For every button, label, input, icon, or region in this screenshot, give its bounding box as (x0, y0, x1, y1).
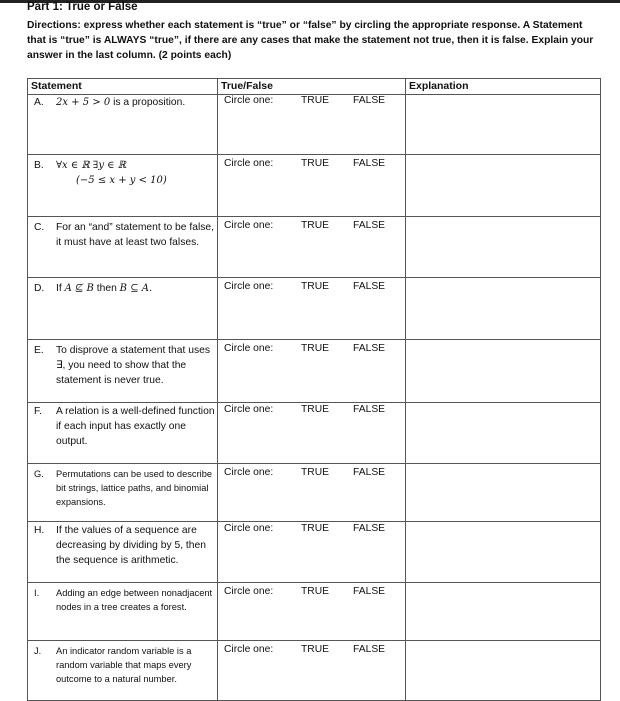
explanation-cell[interactable] (406, 641, 601, 701)
statement-cell (28, 522, 218, 583)
table-row (28, 583, 601, 641)
false-option[interactable]: FALSE (353, 467, 386, 478)
circle-one-label: Circle one: (224, 404, 274, 415)
explanation-cell[interactable] (406, 340, 601, 403)
true-false-table (27, 78, 601, 701)
statement-letter: F. (34, 406, 43, 417)
circle-one-label: Circle one: (224, 467, 274, 478)
table-row (28, 95, 601, 155)
explanation-cell[interactable] (406, 583, 601, 641)
statement-cell (28, 403, 218, 464)
statement-text: is a proposition. (110, 97, 186, 108)
false-option[interactable]: FALSE (353, 281, 386, 292)
part-title: Part 1: True or False (27, 1, 138, 13)
true-option[interactable]: TRUE (301, 343, 330, 354)
true-option[interactable]: TRUE (301, 281, 330, 292)
table-row (28, 217, 601, 278)
true-false-cell (218, 155, 406, 217)
false-option[interactable]: FALSE (353, 644, 386, 655)
true-option[interactable]: TRUE (301, 404, 330, 415)
circle-one-label: Circle one: (224, 95, 274, 106)
statement-math: 2x + 5 > 0 (56, 97, 111, 108)
true-false-cell (218, 278, 406, 340)
explanation-cell[interactable] (406, 95, 601, 155)
circle-one-label: Circle one: (224, 644, 274, 655)
circle-one-label: Circle one: (224, 220, 274, 231)
statement-cell (28, 217, 218, 278)
true-false-cell (218, 522, 406, 583)
statement-letter: E. (34, 345, 44, 356)
table-row (28, 641, 601, 701)
true-option[interactable]: TRUE (301, 95, 330, 106)
explanation-cell[interactable] (406, 155, 601, 217)
table-row (28, 464, 601, 522)
explanation-cell[interactable] (406, 278, 601, 340)
circle-one-label: Circle one: (224, 343, 274, 354)
explanation-cell[interactable] (406, 217, 601, 278)
table-row (28, 278, 601, 340)
true-option[interactable]: TRUE (301, 586, 330, 597)
directions-text: Directions: express whether each statement is “true” or “false” by circling the appropriate response. A Statement that is “true” is ALWAYS “true”, if there are any cases that make the statement not true, then it is false. Explain your answer in the last column. (2 points each) (27, 20, 594, 61)
statement-letter: I. (34, 588, 40, 598)
statement-cell (28, 155, 218, 217)
statement-text: If the values of a sequence are decreasing by dividing by 5, then the sequence is arithmetic. (56, 525, 206, 566)
statement-math: ∀x ∈ ℝ ∃y ∈ ℝ (56, 160, 127, 171)
circle-one-label: Circle one: (224, 281, 274, 292)
false-option[interactable]: FALSE (353, 343, 386, 354)
statement-letter: D. (34, 283, 45, 294)
true-option[interactable]: TRUE (301, 523, 330, 534)
statement-cell (28, 95, 218, 155)
statement-letter: B. (34, 160, 44, 171)
col-header-statement: Statement (28, 79, 218, 95)
explanation-cell[interactable] (406, 403, 601, 464)
true-false-cell (218, 403, 406, 464)
statement-text: If (56, 283, 65, 294)
statement-letter: H. (34, 525, 45, 536)
circle-one-label: Circle one: (224, 586, 274, 597)
statement-text: Adding an edge between nonadjacent nodes in a tree creates a forest. (56, 588, 213, 612)
statement-cell (28, 464, 218, 522)
col-header-true-false: True/False (218, 79, 406, 95)
header-row (28, 79, 601, 95)
statement-math-2: B ⊆ A. (119, 283, 153, 294)
true-option[interactable]: TRUE (301, 644, 330, 655)
true-false-cell (218, 340, 406, 403)
statement-letter: A. (34, 97, 44, 108)
explanation-cell[interactable] (406, 522, 601, 583)
statement-text: An indicator random variable is a random variable that maps every outcome to a natural number. (56, 646, 192, 684)
true-option[interactable]: TRUE (301, 220, 330, 231)
statement-cell (28, 278, 218, 340)
statement-letter: J. (34, 646, 42, 656)
statement-letter: C. (34, 222, 45, 233)
true-false-cell (218, 641, 406, 701)
statement-text: To disprove a statement that uses ∃, you need to show that the statement is never true. (56, 345, 210, 386)
statement-text: For an “and” statement to be false, it must have at least two falses. (56, 222, 214, 248)
col-header-explanation: Explanation (406, 79, 601, 95)
true-false-cell (218, 217, 406, 278)
statement-cell (28, 641, 218, 701)
true-false-cell (218, 583, 406, 641)
false-option[interactable]: FALSE (353, 95, 386, 106)
false-option[interactable]: FALSE (353, 220, 386, 231)
statement-cell (28, 340, 218, 403)
statement-text-mid: then (93, 283, 120, 294)
statement-text: Permutations can be used to describe bit strings, lattice paths, and binomial expansions. (56, 469, 213, 507)
statement-letter: G. (34, 469, 44, 479)
table-row (28, 403, 601, 464)
statement-cell (28, 583, 218, 641)
false-option[interactable]: FALSE (353, 586, 386, 597)
statement-text: A relation is a well-defined function if each input has exactly one output. (56, 406, 215, 447)
table-row (28, 340, 601, 403)
true-false-cell (218, 95, 406, 155)
table-row (28, 155, 601, 217)
false-option[interactable]: FALSE (353, 158, 386, 169)
table-row (28, 522, 601, 583)
statement-math: A ⊈ B (64, 283, 94, 294)
circle-one-label: Circle one: (224, 523, 274, 534)
circle-one-label: Circle one: (224, 158, 274, 169)
false-option[interactable]: FALSE (353, 523, 386, 534)
false-option[interactable]: FALSE (353, 404, 386, 415)
true-false-cell (218, 464, 406, 522)
true-option[interactable]: TRUE (301, 467, 330, 478)
statement-math-line2: (−5 ≤ x + y < 10) (76, 175, 167, 186)
true-option[interactable]: TRUE (301, 158, 330, 169)
explanation-cell[interactable] (406, 464, 601, 522)
